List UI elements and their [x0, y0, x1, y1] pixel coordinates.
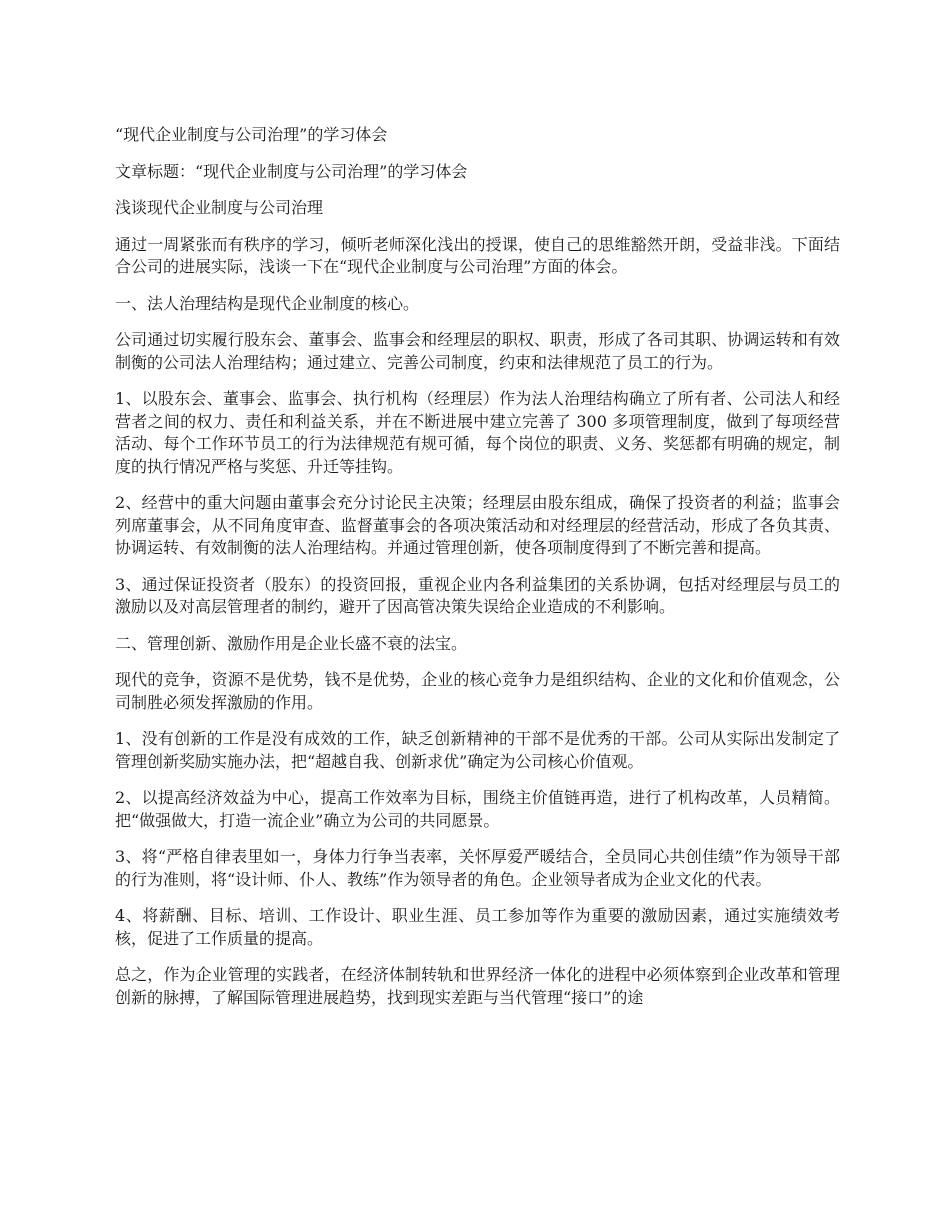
section-heading-2: 二、管理创新、激励作用是企业长盛不衰的法宝。: [115, 633, 468, 653]
document-body: [115, 124, 840, 1023]
list-item: 3、通过保证投资者（股东）的投资回报，重视企业内各利益集团的关系协调，包括对经理层与员工的激励以及对高层管理者的制约，避开了因高管决策失误给企业造成的不利影响。: [115, 574, 840, 616]
intro-paragraph: 通过一周紧张而有秩序的学习，倾听老师深化浅出的授课，使自己的思维豁然开朗，受益非浅。下面结合公司的进展实际，浅谈一下在“现代企业制度与公司治理”方面的体会。: [115, 234, 840, 276]
article-title-line: 文章标题：“现代企业制度与公司治理”的学习体会: [115, 161, 468, 181]
list-item: 3、将“严格自律表里如一，身体力行争当表率，关怀厚爱严暖结合，全员同心共创佳绩”作为领导干部的行为准则，将“设计师、仆人、教练”作为领导者的角色。企业领导者成为企业文化的代表。: [115, 847, 840, 889]
paragraph: 公司通过切实履行股东会、董事会、监事会和经理层的职权、职责，形成了各司其职、协调运转和有效制衡的公司法人治理结构；通过建立、完善公司制度，约束和法律规范了员工的行为。: [115, 330, 840, 372]
list-item: 2、以提高经济效益为中心，提高工作效率为目标，围绕主价值链再造，进行了机构改革，人员精简。把“做强做大，打造一流企业”确立为公司的共同愿景。: [115, 788, 840, 830]
paragraph: 现代的竞争，资源不是优势，钱不是优势，企业的核心竞争力是组织结构、企业的文化和价值观念，公司制胜必须发挥激励的作用。: [115, 670, 840, 712]
list-item: 4、将薪酬、目标、培训、工作设计、职业生涯、员工参加等作为重要的激励因素，通过实施绩效考核，促进了工作质量的提高。: [115, 906, 840, 948]
conclusion-paragraph: 总之，作为企业管理的实践者，在经济体制转轨和世界经济一体化的进程中必须体察到企业改革和管理创新的脉搏，了解国际管理进展趋势，找到现实差距与当代管理“接口”的途: [115, 965, 840, 1007]
list-item: 1、以股东会、董事会、监事会、执行机构（经理层）作为法人治理结构确立了所有者、公司法人和经营者之间的权力、责任和利益关系，并在不断进展中建立完善了 300 多项管理制度，做到了每项经营活动、每个工作环节员工的行为法律规范有规可循，每个岗位的职责、义务、奖惩都有明确的规定，制度的执行情况严格与奖惩、升迁等挂钩。: [115, 389, 840, 476]
document-title: “现代企业制度与公司治理”的学习体会: [115, 125, 388, 144]
list-item: 2、经营中的重大问题由董事会充分讨论民主决策；经理层由股东组成，确保了投资者的利益；监事会列席董事会，从不同角度审查、监督董事会的各项决策活动和对经理层的经营活动，形成了各负其责、协调运转、有效制衡的法人治理结构。并通过管理创新，使各项制度得到了不断完善和提高。: [115, 493, 840, 557]
list-item: 1、没有创新的工作是没有成效的工作，缺乏创新精神的干部不是优秀的干部。公司从实际出发制定了管理创新奖励实施办法，把“超越自我、创新求优”确定为公司核心价值观。: [115, 729, 840, 771]
section-heading-1: 一、法人治理结构是现代企业制度的核心。: [115, 293, 420, 313]
subtitle: 浅谈现代企业制度与公司治理: [115, 198, 324, 217]
